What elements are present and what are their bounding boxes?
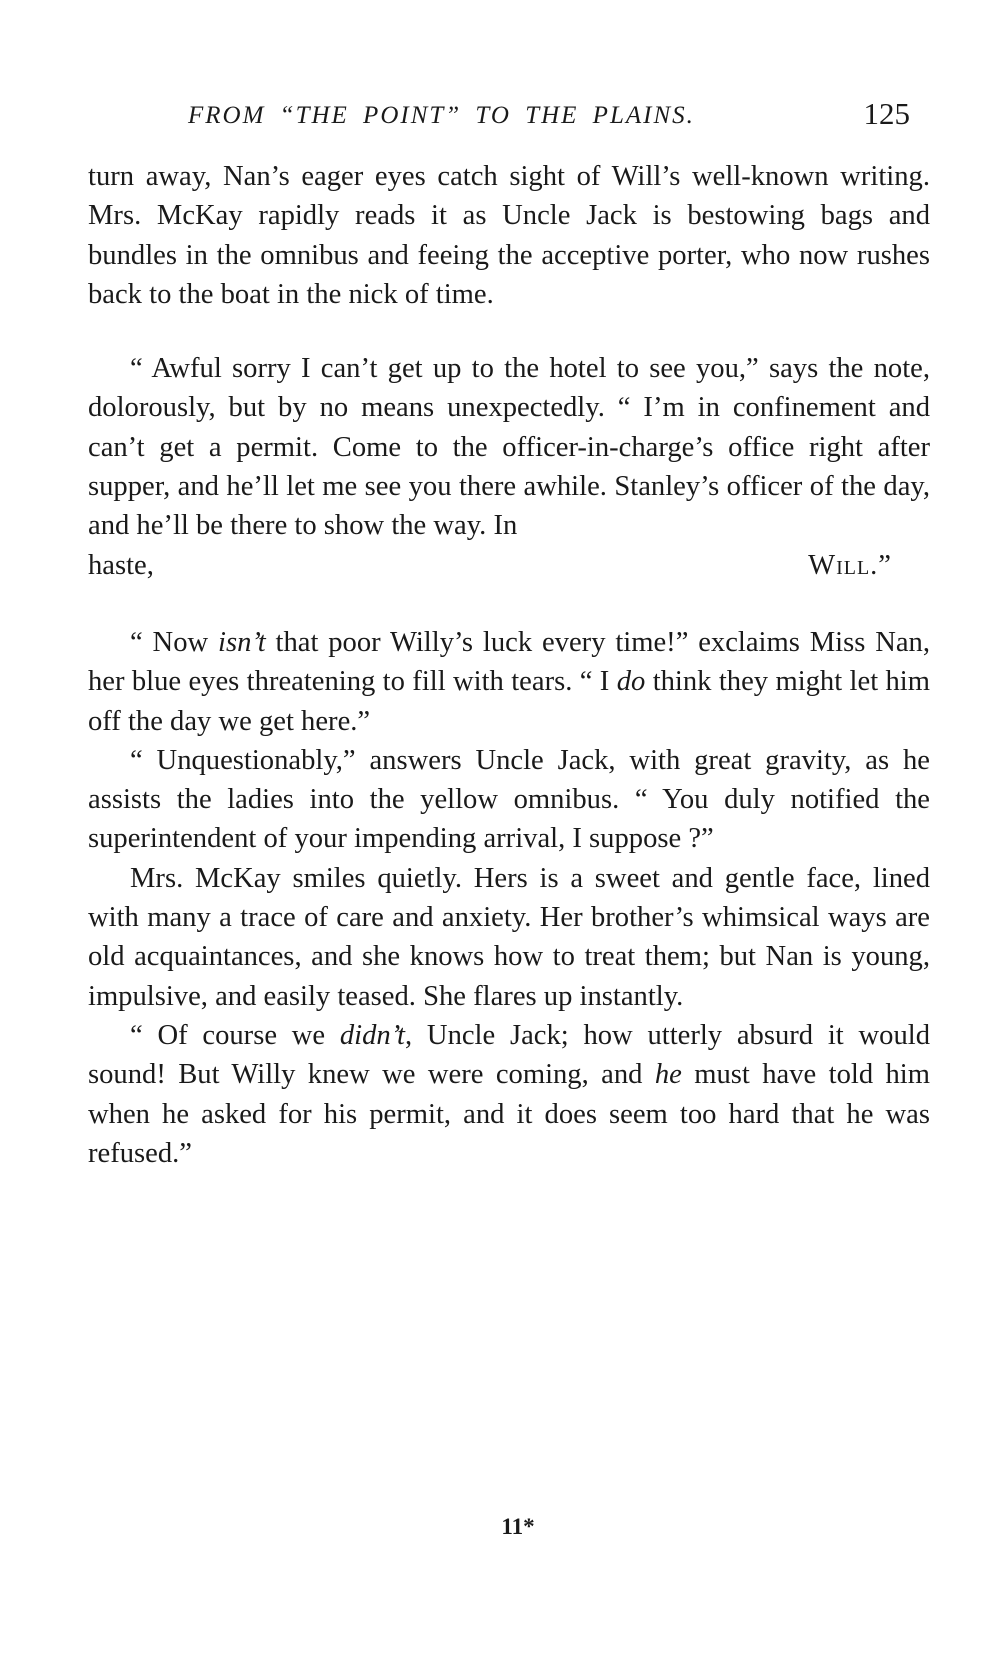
paragraph-5: Mrs. McKay smiles quietly. Hers is a sweet and gentle face, lined with many a trace of care and anxiety. Her brother’s whimsical ways are old acquaintances, and she knows how to treat them; but Nan is young, impulsive, and easily teased. She flares up instantly. <box>88 862 930 1012</box>
paragraph-6 <box>88 1016 930 1173</box>
p6-emphasis-didnt: didn’t <box>339 1019 406 1051</box>
note-signature-line <box>88 546 930 585</box>
p6-text-a: “ Of course we <box>130 1019 340 1051</box>
note-signature: Will.” <box>808 549 892 581</box>
p6-text-b: , Uncle Jack; how utterly absurd it would sound! But Willy knew we were coming, and <box>88 1019 930 1091</box>
page-header <box>88 98 910 142</box>
p3-text-b: that poor Willy’s luck every time!” exclaims Miss Nan, her blue eyes threatening to fill with tears. “ I <box>88 626 930 698</box>
paragraph-1: turn away, Nan’s eager eyes catch sight of Will’s well-known writing. Mrs. McKay rapidly reads it as Uncle Jack is bestowing bags and bundles in the omnibus and feeing the acceptive porter, who now rushes back to the boat in the nick of time. <box>88 161 930 310</box>
p3-emphasis-do: do <box>616 666 646 698</box>
p3-emphasis-isnt: isn’t <box>218 626 266 658</box>
paragraph-4: “ Unquestionably,” answers Uncle Jack, with great gravity, as he assists the ladies into the yellow omnibus. “ You duly notified the superintendent of your impending arrival, I suppose ?” <box>88 744 930 855</box>
p6-emphasis-he: he <box>654 1059 682 1091</box>
page-number: 125 <box>863 96 910 131</box>
p6-text-c: must have told him when he asked for his permit, and it does seem too hard that he was refused.” <box>88 1059 930 1169</box>
paragraph-3 <box>88 623 930 741</box>
note-closing: haste, <box>88 549 154 581</box>
body-text <box>88 157 930 1173</box>
running-title: FROM “THE POINT” TO THE PLAINS. <box>188 102 695 129</box>
p3-text-c: think they might let him off the day we get here.” <box>88 666 930 737</box>
paragraph-2: “ Awful sorry I can’t get up to the hotel to see you,” says the note, dolorously, but by no means unexpectedly. “ I’m in confinement and can’t get a permit. Come to the officer-in-charge’s office right after supper, and he’ll let me see you there awhile. Stanley’s officer of the day, and he’ll be there to show the way. In <box>88 353 930 542</box>
signature-mark: 11* <box>501 1514 535 1539</box>
p3-text-a: “ Now <box>130 626 218 658</box>
